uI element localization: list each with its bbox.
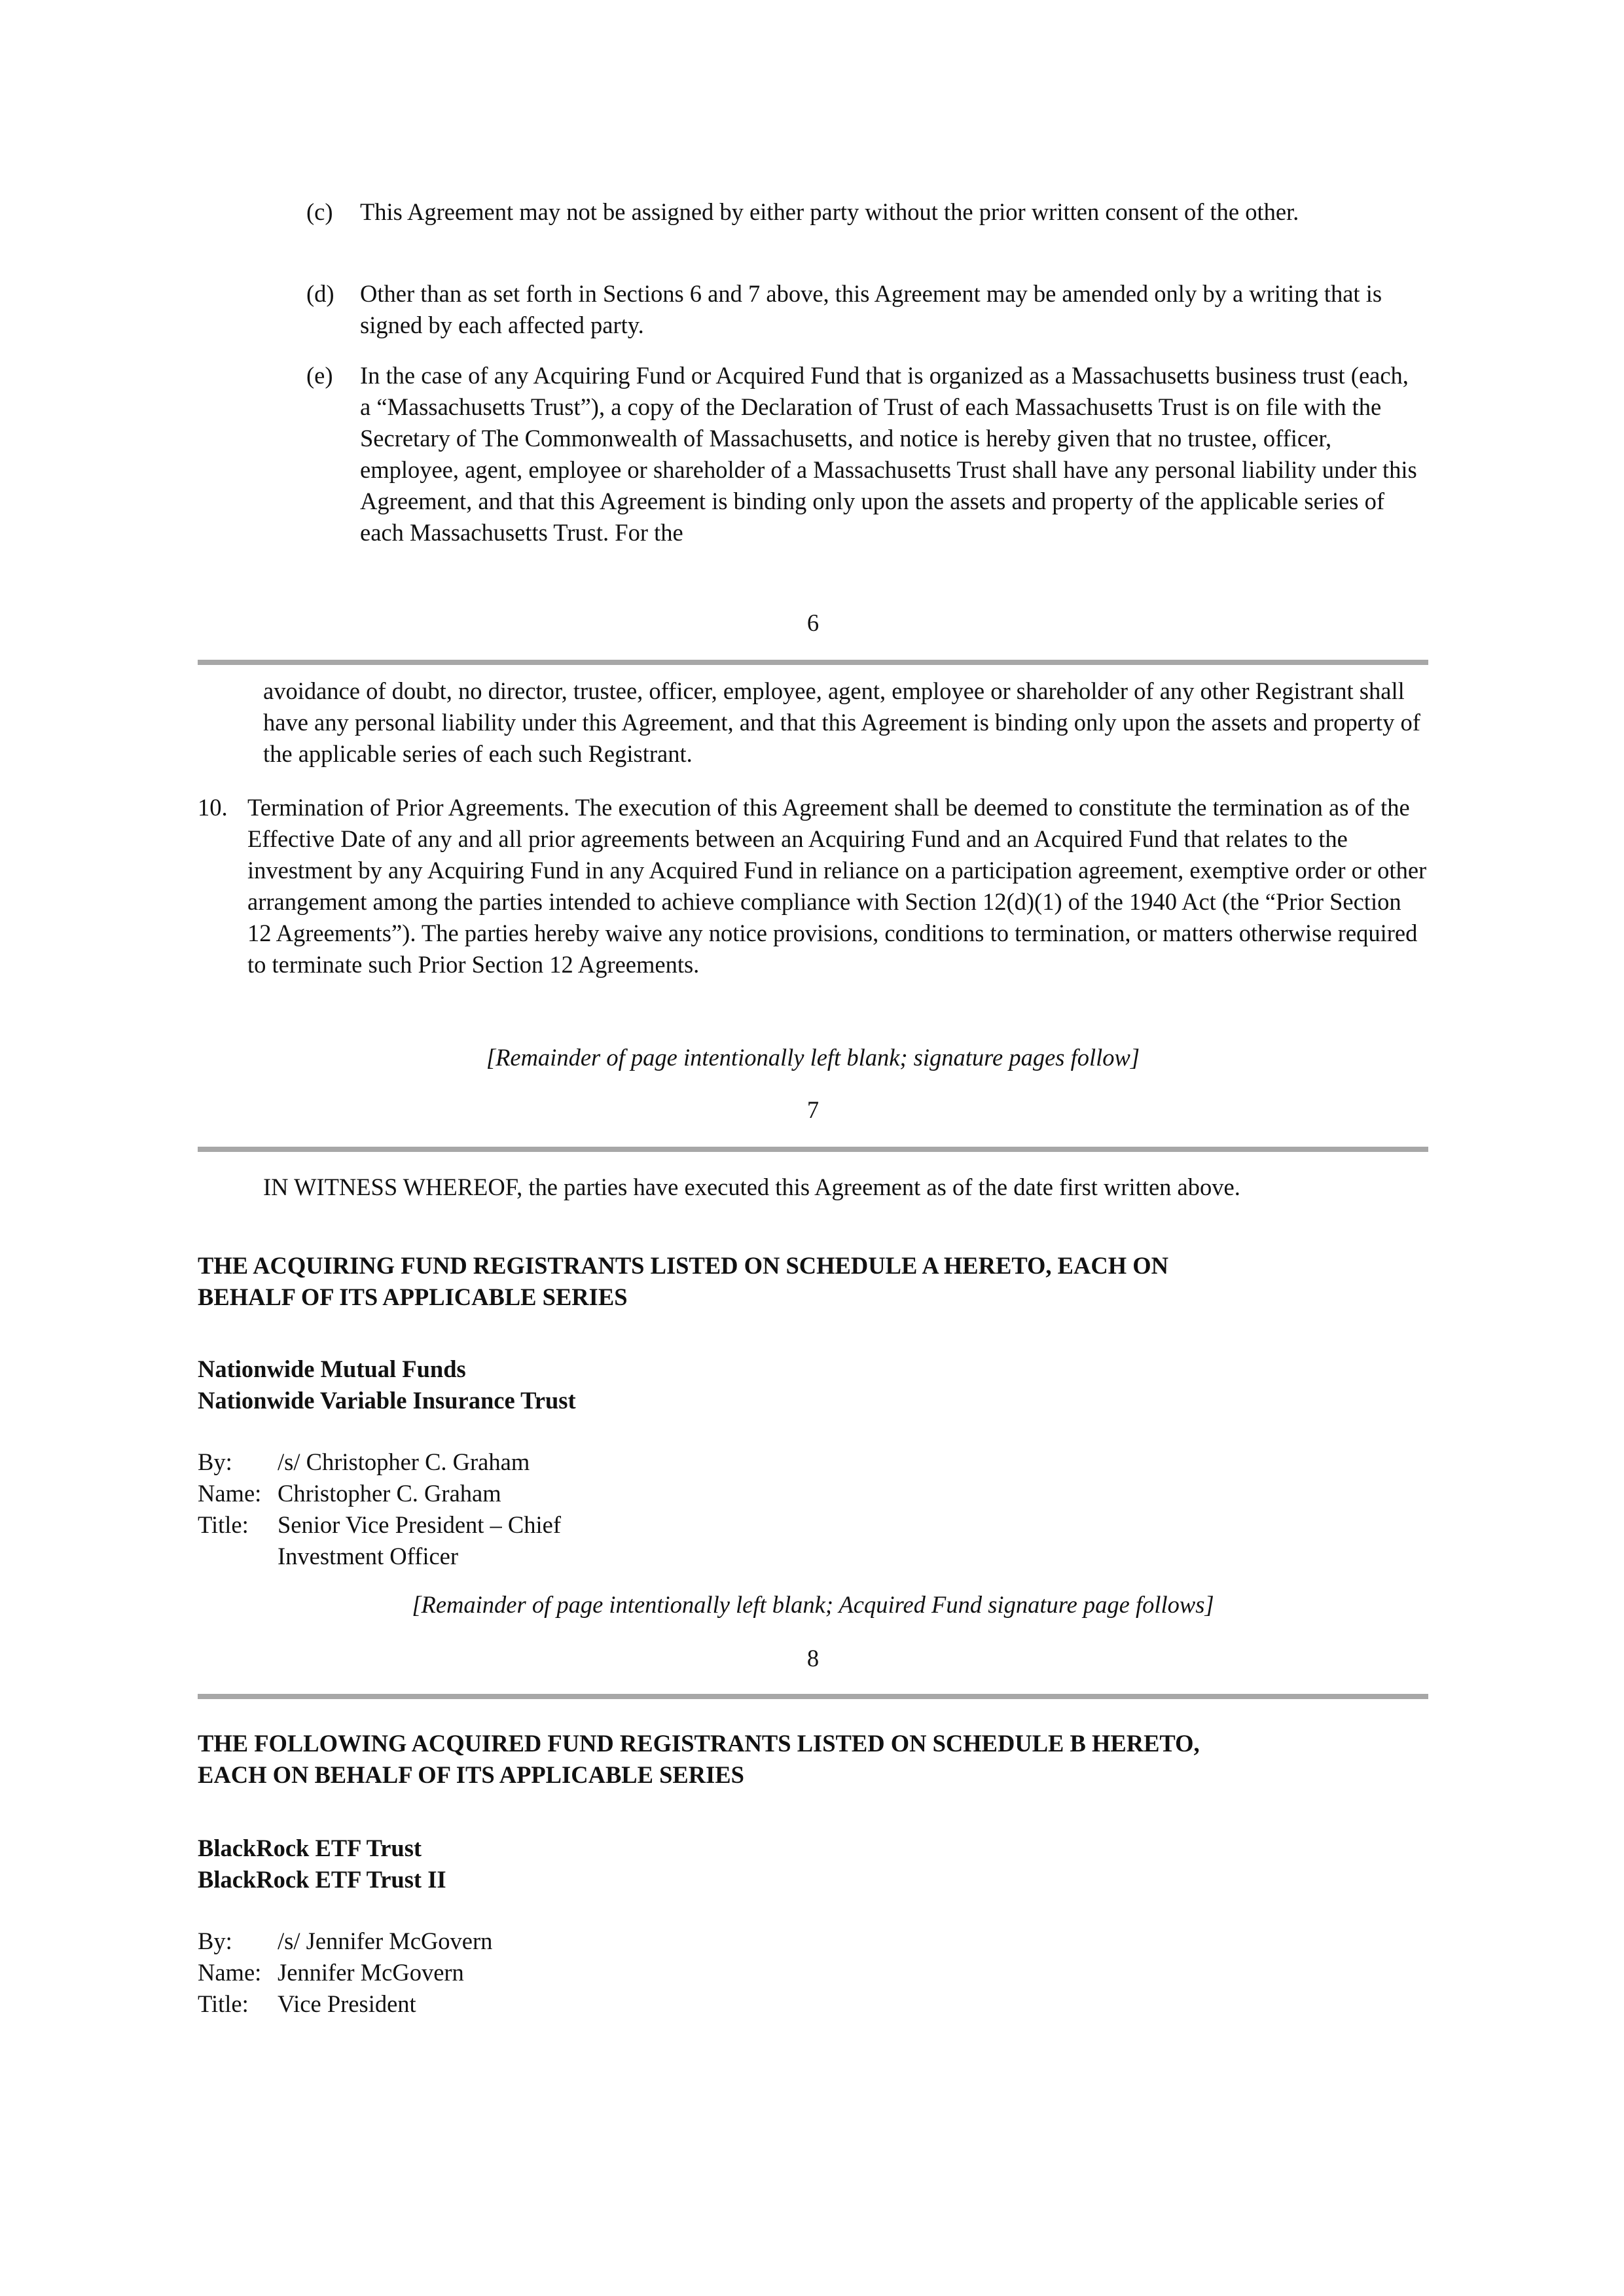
blank-page-note: [Remainder of page intentionally left blank; Acquired Fund signature page follows] [412,1591,1214,1618]
clause-d-text: Other than as set forth in Sections 6 and 7 above, this Agreement may be amended only by a writing that is signed by each affected party. [360,280,1382,338]
page-number-7: 7 [806,1096,820,1123]
page-divider [198,1694,1428,1699]
signer-name: Christopher C. Graham [278,1480,501,1507]
witness-statement: IN WITNESS WHEREOF, the parties have executed this Agreement as of the date first written above. [263,1174,1240,1200]
registrant-name: BlackRock ETF Trust [198,1835,422,1861]
page-divider [198,660,1428,665]
clause-e [306,360,1419,548]
clause-c [306,196,1419,228]
signature: /s/ Jennifer McGovern [278,1928,493,1954]
signer-title: Vice President [278,1990,416,2017]
clause-10-text: Termination of Prior Agreements. The execution of this Agreement shall be deemed to constitute the termination as of the Effective Date of any and all prior agreements between an Acquiring Fund and an Acquired Fund that relates to the investment by any Acquiring Fund in any Acquired Fund in reliance on a participation agreement, exemptive order or other arrangement among the parties intended to achieve compliance with Section 12(d)(1) of the 1940 Act (the “Prior Section 12 Agreements”). The parties hereby waive any notice provisions, conditions to termination, or matters otherwise required to terminate such Prior Section 12 Agreements. [247,794,1427,978]
clause-10 [198,792,1428,980]
title-label: Title: [198,1511,249,1538]
page-divider [198,1147,1428,1152]
clause-c-label: (c) [306,198,333,225]
acquiring-heading [198,1250,1428,1313]
by-label: By: [198,1448,232,1475]
acquiring-heading-line2: BEHALF OF ITS APPLICABLE SERIES [198,1283,628,1310]
acquired-heading-line1: THE FOLLOWING ACQUIRED FUND REGISTRANTS LISTED ON SCHEDULE B HERETO, [198,1730,1200,1757]
blank-page-note: [Remainder of page intentionally left blank; signature pages follow] [486,1044,1140,1071]
page-number-6: 6 [806,609,820,636]
registrant-name: Nationwide Mutual Funds [198,1355,466,1382]
clause-d-label: (d) [306,280,334,307]
page-number-8: 8 [806,1645,820,1672]
name-label: Name: [198,1959,262,1986]
clause-e-continuation: avoidance of doubt, no director, trustee, officer, employee, agent, employee or shareholder of any other Registrant shall have any personal liability under this Agreement, and that this Agreement is binding only upon the assets and property of the applicable series of each such Registrant. [263,677,1420,767]
clause-e-text: In the case of any Acquiring Fund or Acquired Fund that is organized as a Massachusetts business trust (each, a “Massachusetts Trust”), a copy of the Declaration of Trust of each Massachusetts Trust is on file with the Secretary of The Commonwealth of Massachusetts, and notice is hereby given that no trustee, officer, employee, agent, employee or shareholder of a Massachusetts Trust shall have any personal liability under this Agreement, and that this Agreement is binding only upon the assets and property of the applicable series of each Massachusetts Trust. For the [360,362,1417,546]
signature: /s/ Christopher C. Graham [278,1448,530,1475]
acquired-registrants [198,1833,1428,1895]
acquired-heading [198,1728,1428,1791]
acquired-heading-line2: EACH ON BEHALF OF ITS APPLICABLE SERIES [198,1761,744,1788]
clause-c-text: This Agreement may not be assigned by either party without the prior written consent of the other. [360,198,1299,225]
name-label: Name: [198,1480,262,1507]
by-label: By: [198,1928,232,1954]
registrant-name: BlackRock ETF Trust II [198,1866,446,1893]
clause-10-label: 10. [198,794,228,821]
acquiring-registrants [198,1354,1428,1416]
signer-name: Jennifer McGovern [278,1959,464,1986]
acquiring-heading-line1: THE ACQUIRING FUND REGISTRANTS LISTED ON SCHEDULE A HERETO, EACH ON [198,1252,1168,1279]
signer-title-continued: Investment Officer [278,1543,459,1570]
clause-e-label: (e) [306,362,333,389]
title-label: Title: [198,1990,249,2017]
signer-title: Senior Vice President – Chief [278,1511,562,1538]
clause-d [306,278,1419,341]
registrant-name: Nationwide Variable Insurance Trust [198,1387,576,1414]
